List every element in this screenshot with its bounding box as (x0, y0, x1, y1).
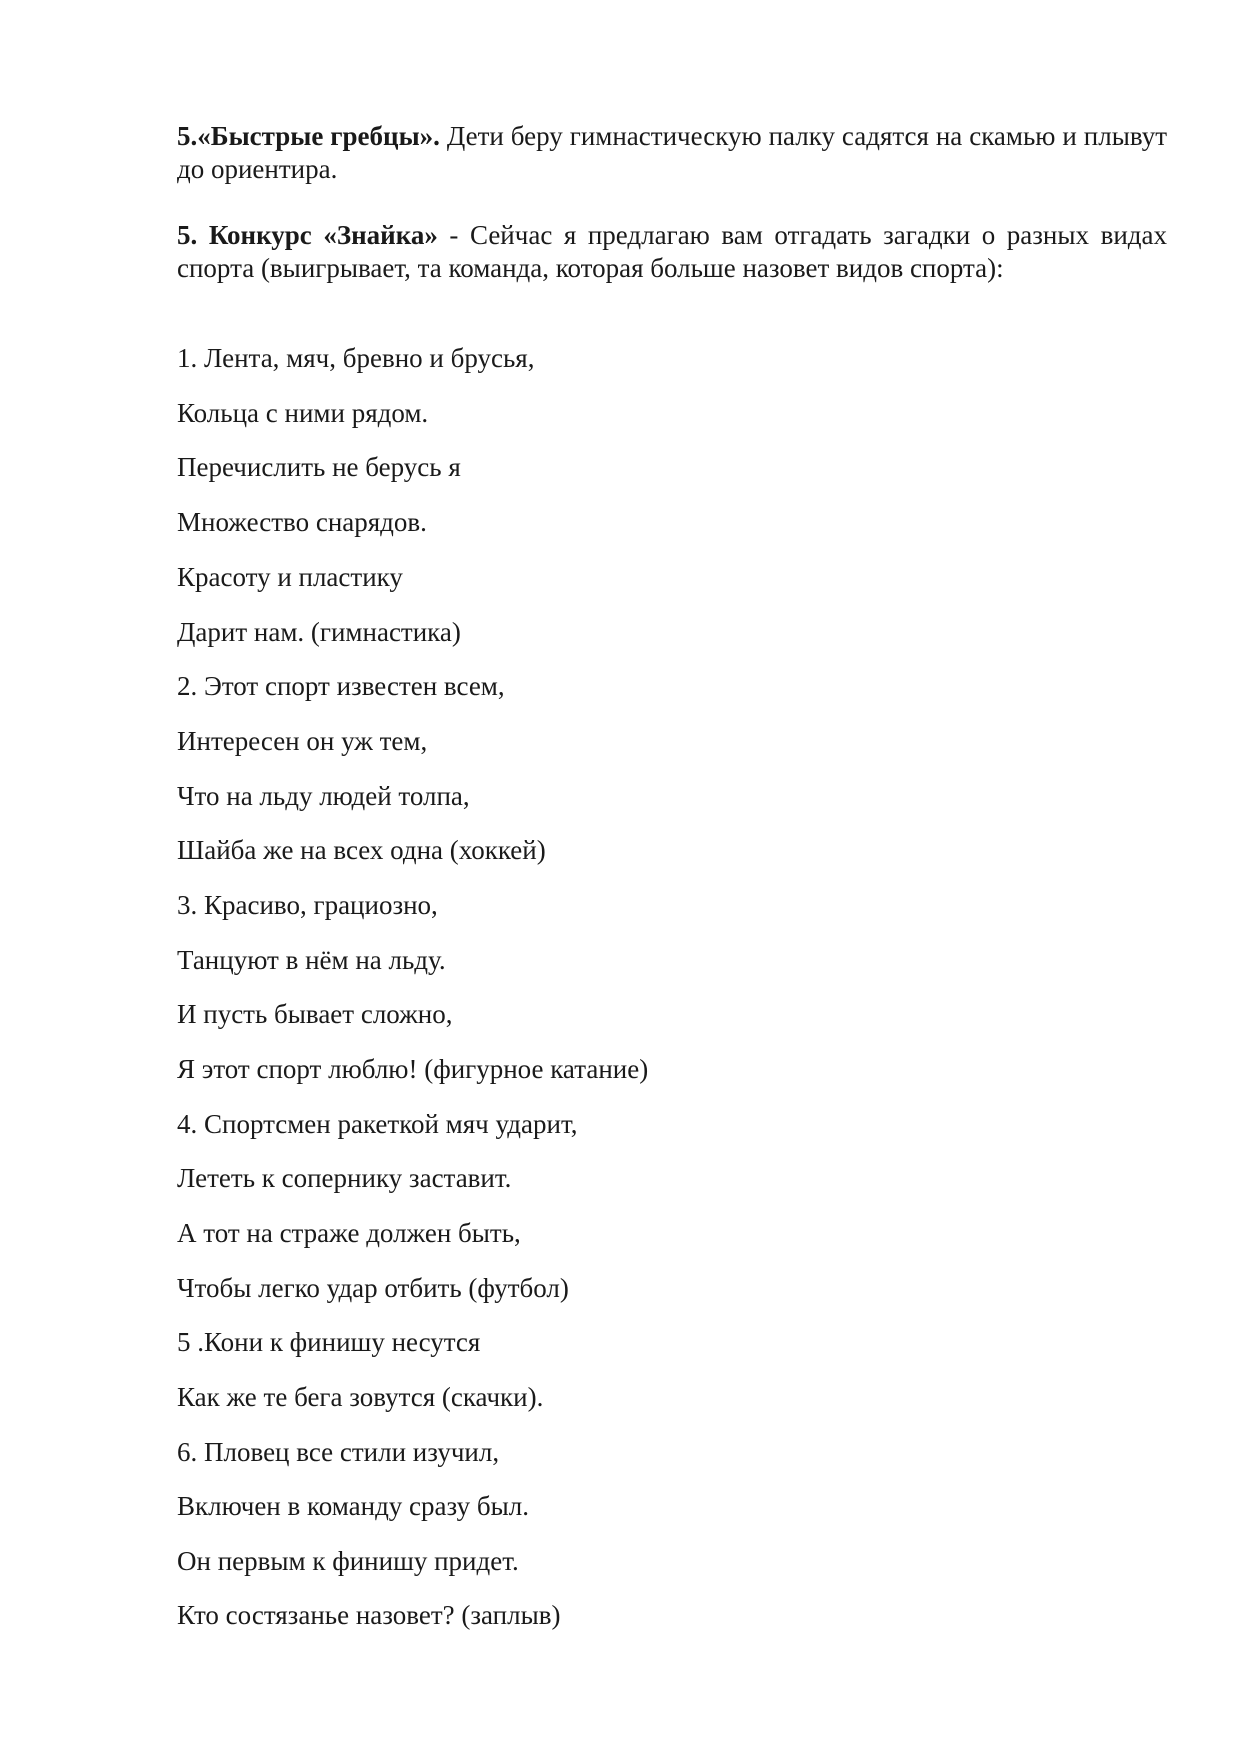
paragraph-text: - Сейчас я предлагаю вам отгадать загадки о разных видах спорта (выигрывает, та команда, которая больше назовет видов спорта): (177, 220, 1167, 283)
riddle-line: Множество снарядов. (177, 507, 427, 537)
riddle-line: 3. Красиво, грациозно, (177, 890, 438, 920)
riddle-line: 2. Этот спорт известен всем, (177, 671, 505, 701)
riddle-line: Кто состязанье назовет? (заплыв) (177, 1600, 561, 1630)
paragraph-heading: 5.«Быстрые гребцы». (177, 121, 440, 151)
riddle-line: 4. Спортсмен ракеткой мяч ударит, (177, 1109, 578, 1139)
riddle-line: И пусть бывает сложно, (177, 999, 453, 1029)
paragraph-text: Дети беру гимнастическую палку садятся на скамью и плывут до ориентира. (177, 121, 1167, 184)
riddle-line: Интересен он уж тем, (177, 726, 428, 756)
riddle-line: 5 .Кони к финишу несутся (177, 1327, 481, 1357)
riddle-line: Лететь к сопернику заставит. (177, 1163, 512, 1193)
riddle-line: Включен в команду сразу был. (177, 1491, 529, 1521)
riddle-line: Кольца с ними рядом. (177, 398, 429, 428)
riddle-line: Красоту и пластику (177, 562, 403, 592)
riddle-line: Танцуют в нём на льду. (177, 945, 446, 975)
riddle-line: Как же те бега зовутся (скачки). (177, 1382, 544, 1412)
riddle-line: Дарит нам. (гимнастика) (177, 617, 461, 647)
riddle-line: Что на льду людей толпа, (177, 781, 470, 811)
riddle-line: Я этот спорт люблю! (фигурное катание) (177, 1054, 649, 1084)
riddle-line: А тот на страже должен быть, (177, 1218, 521, 1248)
riddle-line: Перечислить не берусь я (177, 452, 461, 482)
paragraph-znayka-contest (177, 219, 1167, 285)
riddle-line: 1. Лента, мяч, бревно и брусья, (177, 343, 535, 373)
riddle-line: Он первым к финишу придет. (177, 1546, 519, 1576)
riddle-line: Шайба же на всех одна (хоккей) (177, 835, 546, 865)
riddle-line: 6. Пловец все стили изучил, (177, 1437, 500, 1467)
riddle-line: Чтобы легко удар отбить (футбол) (177, 1273, 569, 1303)
paragraph-fast-rowers (177, 120, 1167, 186)
paragraph-heading: 5. Конкурс «Знайка» (177, 220, 438, 250)
